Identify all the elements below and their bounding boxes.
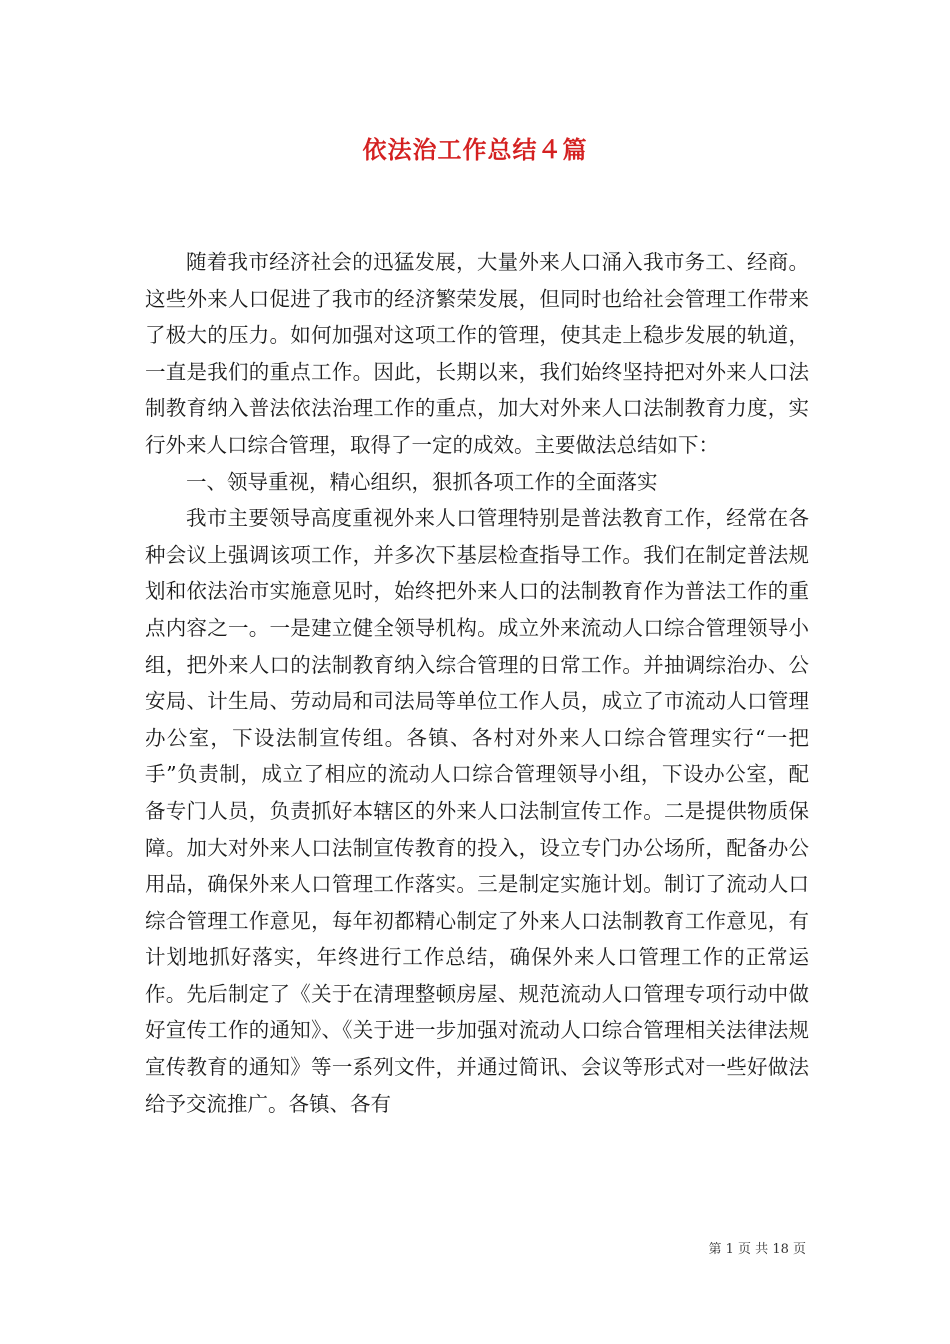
paragraph-section-1: 我市主要领导高度重视外来人口管理特别是普法教育工作，经常在各种会议上强调该项工作，并多次下基层检查指导工作。我们在制定普法规划和依法治市实施意见时，始终把外来人口的法制教育作为普法工作的重点内容之一。一是建立健全领导机构。成立外来流动人口综合管理领导小组，把外来人口的法制教育纳入综合管理的日常工作。并抽调综治办、公安局、计生局、劳动局和司法局等单位工作人员，成立了市流动人口管理办公室，下设法制宣传组。各镇、各村对外来人口综合管理实行“一把手”负责制，成立了相应的流动人口综合管理领导小组，下设办公室，配备专门人员，负责抓好本辖区的外来人口法制宣传工作。二是提供物质保障。加大对外来人口法制宣传教育的投入，设立专门办公场所，配备办公用品，确保外来人口管理工作落实。三是制定实施计划。制订了流动人口综合管理工作意见，每年初都精心制定了外来人口法制教育工作意见，有计划地抓好落实，年终进行工作总结，确保外来人口管理工作的正常运作。先后制定了《关于在清理整顿房屋、规范流动人口管理专项行动中做好宣传工作的通知》、《关于进一步加强对流动人口综合管理相关法律法规宣传教育的通知》等一系列文件，并通过简讯、会议等形式对一些好做法给予交流推广。各镇、各有 [145,506,809,1116]
section-heading: 一、领导重视，精心组织，狠抓各项工作的全面落实 [186,469,658,494]
document-body [145,244,809,1122]
paragraph-intro: 随着我市经济社会的迅猛发展，大量外来人口涌入我市务工、经商。这些外来人口促进了我市的经济繁荣发展，但同时也给社会管理工作带来了极大的压力。如何加强对这项工作的管理，使其走上稳步发展的轨道，一直是我们的重点工作。因此，长期以来，我们始终坚持把对外来人口法制教育纳入普法依法治理工作的重点，加大对外来人口法制教育力度，实行外来人口综合管理，取得了一定的成效。主要做法总结如下： [145,250,809,457]
document-title: 依法治工作总结４篇 [362,135,588,164]
page-number-footer: 第 1 页 共 18 页 [708,1242,806,1257]
